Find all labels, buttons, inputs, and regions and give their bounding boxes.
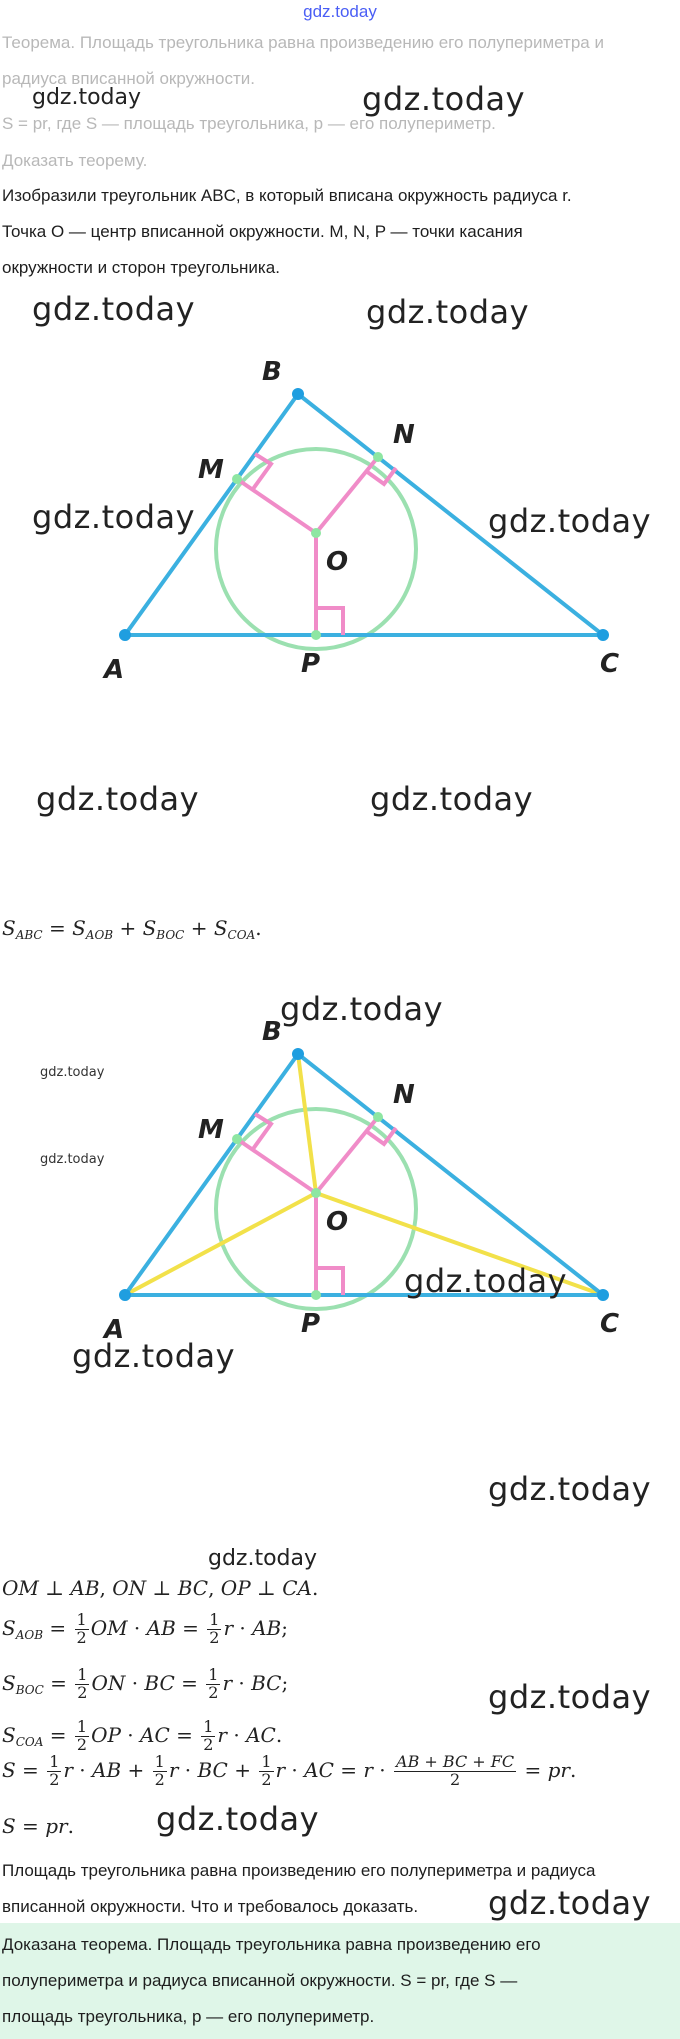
- watermark: gdz.today: [32, 498, 196, 536]
- watermark: gdz.today: [40, 1152, 105, 1167]
- label-b: B: [262, 357, 282, 387]
- figure-2-triangle-decomposition: [0, 1010, 680, 1350]
- watermark: gdz.today: [488, 1678, 652, 1716]
- segment-ob: [298, 1054, 316, 1193]
- watermark: gdz.today: [362, 80, 526, 118]
- watermark: gdz.today: [370, 780, 534, 818]
- site-link[interactable]: gdz.today: [303, 2, 377, 21]
- point-b: [292, 388, 304, 400]
- watermark: gdz.today: [32, 290, 196, 328]
- label-m: M: [198, 455, 224, 485]
- label-a: A: [104, 655, 125, 685]
- point-m: [232, 1134, 242, 1144]
- watermark: gdz.today: [72, 1337, 236, 1375]
- task-line-1: Теорема. Площадь треугольника равна произведению его полупериметра и: [2, 33, 604, 52]
- point-p: [311, 630, 321, 640]
- conclusion-line-2: полупериметра и радиуса вписанной окружности. S = pr, где S —: [2, 1971, 518, 1990]
- point-a: [119, 629, 131, 641]
- closing-line-1: Площадь треугольника равна произведению его полупериметра и радиуса: [2, 1861, 596, 1880]
- intro-line-2: Точка O — центр вписанной окружности. M, N, P — точки касания: [2, 222, 523, 241]
- point-b: [292, 1048, 304, 1060]
- area-sum-equation: $S_{ABC} = S_{AOB} + S_{BOC} + S_{COA}$.: [2, 916, 262, 942]
- conclusion-line-1: Доказана теорема. Площадь треугольника равна произведению его: [2, 1935, 541, 1954]
- result-equation: S = pr.: [2, 1814, 74, 1838]
- task-line-2: радиуса вписанной окружности.: [2, 69, 256, 88]
- label-n: N: [393, 420, 415, 450]
- watermark: gdz.today: [488, 1884, 652, 1922]
- point-o: [311, 1188, 321, 1198]
- task-line-4: Доказать теорему.: [2, 151, 148, 170]
- label-p: P: [301, 649, 321, 679]
- area-boc-equation: $S_{BOC}$ = $\frac{1}{2}$ ON · BC = $\frac{1}{2}$ r · BC;: [2, 1665, 289, 1702]
- right-angle-p: [316, 1268, 343, 1295]
- closing-line-2: вписанной окружности. Что и требовалось доказать.: [2, 1897, 419, 1916]
- radius-om: [237, 479, 316, 533]
- radius-om: [237, 1139, 316, 1193]
- watermark: gdz.today: [488, 1470, 652, 1508]
- radius-on: [316, 1117, 378, 1193]
- label-m: M: [198, 1115, 224, 1145]
- point-o: [311, 528, 321, 538]
- segment-oa: [125, 1193, 316, 1295]
- point-n: [373, 452, 383, 462]
- watermark: gdz.today: [280, 990, 444, 1028]
- conclusion-line-3: площадь треугольника, p — его полупериметр.: [2, 2007, 375, 2026]
- watermark: gdz.today: [488, 502, 652, 540]
- label-a: A: [104, 1315, 125, 1345]
- watermark: gdz.today: [32, 85, 142, 110]
- label-o: O: [326, 547, 349, 577]
- label-c: C: [600, 649, 620, 679]
- total-area-equation: S = $\frac{1}{2}$ r · AB + $\frac{1}{2}$ r · BC + $\frac{1}{2}$ r · AC = r · $\frac{AB + BC + FC}{2}$ = pr.: [2, 1752, 577, 1789]
- perpendicular-equation: OM ⊥ AB, ON ⊥ BC, OP ⊥ CA.: [2, 1576, 319, 1600]
- watermark: gdz.today: [404, 1262, 568, 1300]
- conclusion-box: [0, 1923, 680, 2039]
- watermark: gdz.today: [40, 1065, 105, 1080]
- point-c: [597, 1289, 609, 1301]
- watermark: gdz.today: [366, 293, 530, 331]
- watermark: gdz.today: [208, 1546, 318, 1571]
- watermark: gdz.today: [156, 1800, 320, 1838]
- label-c: C: [600, 1309, 620, 1339]
- task-formula-line: S = pr, где S — площадь треугольника, p — его полупериметр.: [2, 114, 496, 133]
- point-a: [119, 1289, 131, 1301]
- radius-on: [316, 457, 378, 533]
- label-n: N: [393, 1080, 415, 1110]
- conclusion-text: [2, 1927, 672, 2035]
- intro-line-1: Изобразили треугольник ABC, в который вписана окружность радиуса r.: [2, 186, 572, 205]
- label-o: O: [326, 1207, 349, 1237]
- area-coa-equation: $S_{COA}$ = $\frac{1}{2}$ OP · AC = $\frac{1}{2}$ r · AC.: [2, 1717, 283, 1754]
- point-c: [597, 629, 609, 641]
- point-n: [373, 1112, 383, 1122]
- right-angle-p: [316, 608, 343, 635]
- point-p: [311, 1290, 321, 1300]
- area-aob-equation: $S_{AOB}$ = $\frac{1}{2}$ OM · AB = $\frac{1}{2}$ r · AB;: [2, 1610, 288, 1647]
- label-b: B: [262, 1017, 282, 1047]
- watermark: gdz.today: [36, 780, 200, 818]
- point-m: [232, 474, 242, 484]
- intro-line-3: окружности и сторон треугольника.: [2, 258, 280, 277]
- label-p: P: [301, 1309, 321, 1339]
